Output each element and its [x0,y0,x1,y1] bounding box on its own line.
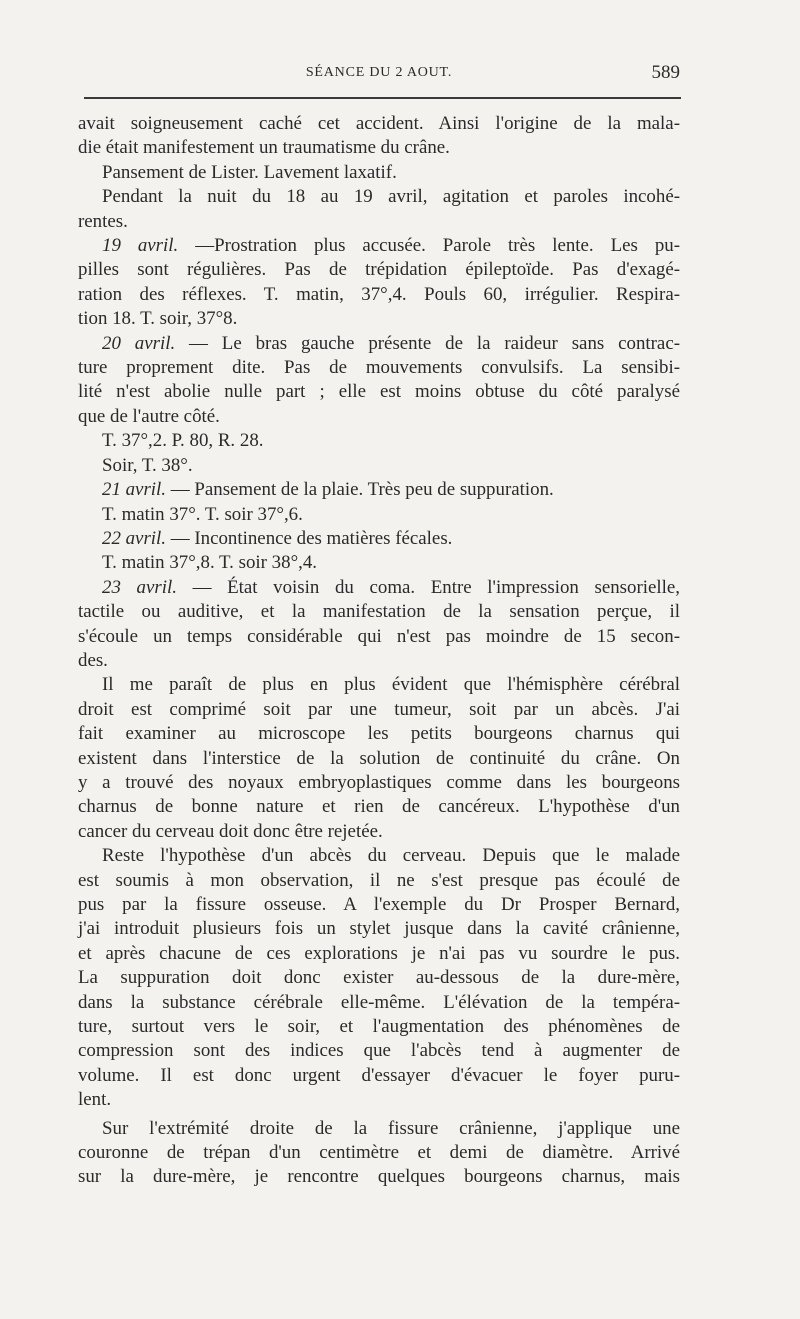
paragraph-hypothesis-abscess [78,844,680,1112]
text-line: et après chacune de ces explorations je n'ai pas vu sourdre le pus. [78,942,680,964]
paragraph-april-23 [78,576,680,674]
text-line: La suppuration doit donc exister au-dessous de la dure-mère, [78,967,680,989]
header-rule [84,97,681,99]
running-head [78,62,680,86]
paragraph-april-22 [78,527,680,551]
text-line: est soumis à mon observation, il ne s'est presque pas écoulé de [78,869,680,891]
text-line: ration des réflexes. T. matin, 37°,4. Pouls 60, irrégulier. Respira- [78,283,680,305]
text-line: —Prostration plus accusée. Parole très lente. Les pu- [178,235,681,257]
paragraph-trepan [78,1117,680,1190]
text-line: cancer du cerveau doit donc être rejetée. [78,820,383,842]
text-line: — Incontinence des matières fécales. [166,527,453,549]
text-line: Pansement de Lister. Lavement laxatif. [102,161,397,183]
text-line: ture proprement dite. Pas de mouvements convulsifs. La sensibi- [78,357,680,379]
text-line: pus par la fissure osseuse. A l'exemple du Dr Prosper Bernard, [78,894,680,915]
text-line: — Le bras gauche présente de la raideur sans contrac- [175,332,680,354]
text-line: que de l'autre côté. [78,405,220,427]
paragraph-vitals [78,429,680,453]
text-line: tion 18. T. soir, 37°8. [78,308,238,330]
text-line: charnus de bonne nature et rien de cancéreux. L'hypothèse d'un [78,796,680,818]
paragraph-april-20 [78,332,680,430]
date-label: 23 avril. [102,576,177,598]
page-header-title: SÉANCE DU 2 AOUT. [305,65,453,80]
text-line: Reste l'hypothèse d'un abcès du cerveau. Depuis que le malade [102,845,680,867]
text-line: fait examiner au microscope les petits bourgeons charnus qui [78,723,680,745]
text-line: Soir, T. 38°. [102,454,193,476]
text-line: — État voisin du coma. Entre l'impression sensorielle, [176,576,680,598]
text-line: rentes. [78,210,128,232]
paragraph-hypothesis-tumor [78,673,680,844]
text-line: Sur l'extrémité droite de la fissure crânienne, j'applique une [102,1117,680,1139]
text-line: — Pansement de la plaie. Très peu de suppuration. [166,479,554,501]
text-line: des. [78,649,108,671]
text-line: avait soigneusement caché cet accident. Ainsi l'origine de la mala- [78,113,680,134]
paragraph-april-19 [78,234,680,332]
text-line: Pendant la nuit du 18 au 19 avril, agitation et paroles incohé- [102,186,680,208]
paragraph-april-21 [78,478,680,502]
text-line: T. matin 37°,8. T. soir 38°,4. [102,552,318,574]
body-text [78,112,680,1190]
text-line: droit est comprimé soit par une tumeur, soit par un abcès. J'ai [78,698,680,720]
text-line: lent. [78,1089,112,1111]
text-line: dans la substance cérébrale elle-même. L'élévation de la tempéra- [78,991,680,1013]
paragraph-evening [78,454,680,478]
date-label: 22 avril. [102,527,167,549]
text-line: s'écoule un temps considérable qui n'est pas moindre de 15 secon- [78,625,680,647]
paragraph-temps-22 [78,551,680,575]
text-line: lité n'est abolie nulle part ; elle est moins obtuse du côté paralysé [78,381,680,403]
text-line: pilles sont régulières. Pas de trépidation épileptoïde. Pas d'exagé- [78,259,680,281]
date-label: 21 avril. [102,479,167,501]
text-line: compression sont des indices que l'abcès tend à augmenter de [78,1040,680,1062]
text-line: couronne de trépan d'un centimètre et demi de diamètre. Arrivé [78,1142,680,1164]
date-label: 19 avril. [102,235,179,257]
paragraph-temps-21 [78,503,680,527]
text-line: die était manifestement un traumatisme du crâne. [78,137,450,159]
paragraph-continuation [78,112,680,161]
text-line: tactile ou auditive, et la manifestation de la sensation perçue, il [78,601,680,623]
text-line: T. 37°,2. P. 80, R. 28. [102,430,264,452]
text-line: sur la dure-mère, je rencontre quelques bourgeons charnus, mais [78,1166,680,1188]
text-line: Il me paraît de plus en plus évident que l'hémisphère cérébral [102,674,680,696]
text-line: j'ai introduit plusieurs fois un stylet jusque dans la cavité crânienne, [78,918,680,940]
text-line: volume. Il est donc urgent d'essayer d'évacuer le foyer puru- [78,1064,680,1086]
page-number: 589 [651,62,680,83]
text-line: T. matin 37°. T. soir 37°,6. [102,503,303,525]
text-line: existent dans l'interstice de la solution de continuité du crâne. On [78,747,680,769]
paragraph-night [78,185,680,234]
text-line: y a trouvé des noyaux embryoplastiques comme dans les bourgeons [78,771,680,793]
text-line: ture, surtout vers le soir, et l'augmentation des phénomènes de [78,1016,680,1038]
paragraph-dressing [78,161,680,185]
date-label: 20 avril. [102,332,176,354]
